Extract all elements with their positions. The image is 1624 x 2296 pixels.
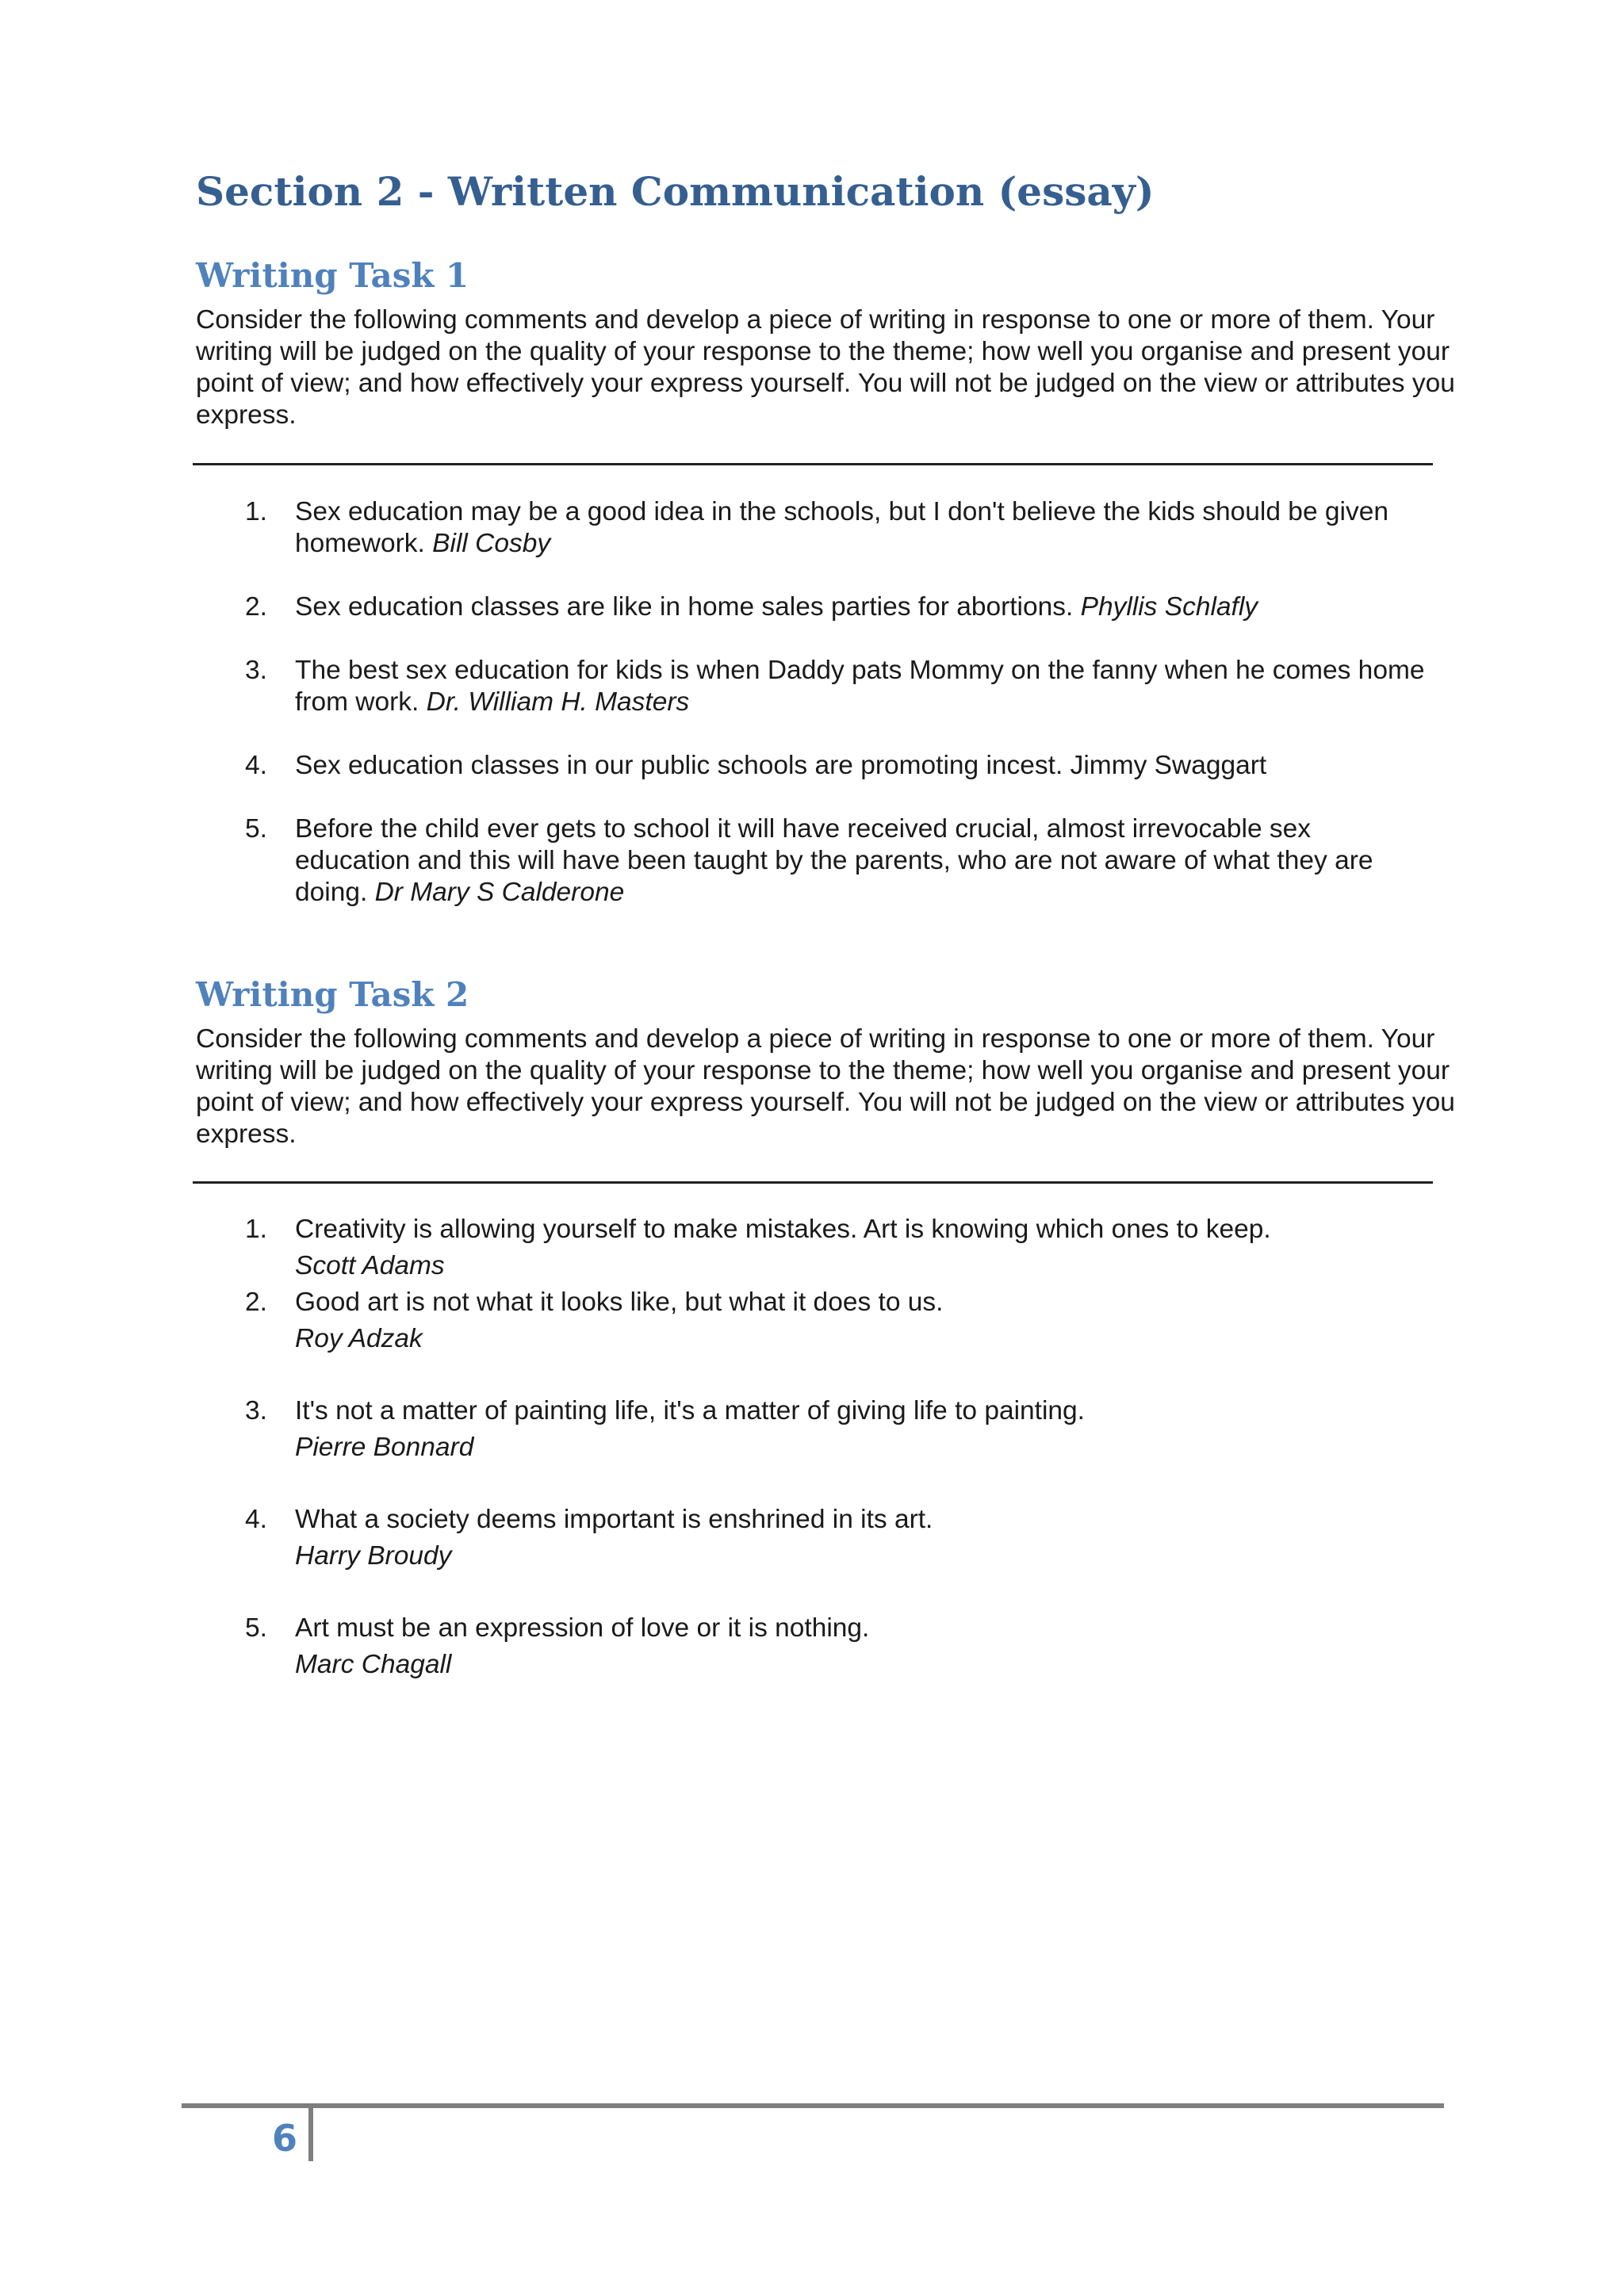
task1-title: Writing Task 1 — [196, 256, 469, 295]
quote-text: What a society deems important is enshrined in its art. — [295, 1505, 933, 1534]
task1-divider — [193, 463, 1433, 465]
list-item: 1. Sex education may be a good idea in the schools, but I don't believe the kids should be given homework. Bill Cosby — [245, 497, 1388, 558]
task1-quote-list — [196, 496, 1433, 940]
quote-author: Marc Chagall — [295, 1650, 452, 1679]
list-item: 5. Before the child ever gets to school it will have received crucial, almost irrevocable sex education and this will have been taught by the parents, who are not aware of what they are doing. Dr Mary S Calderone — [245, 814, 1373, 907]
quote-text: The best sex education for kids is when Daddy pats Mommy on the fanny when he comes home from work. — [295, 656, 1425, 717]
list-item: 4. What a society deems important is enshrined in its art. Harry Broudy — [196, 1502, 1433, 1575]
quote-text: Sex education classes are like in home sales parties for abortions. — [295, 592, 1081, 622]
list-item: 2. Sex education classes are like in home sales parties for abortions. Phyllis Schlafly — [245, 592, 1258, 622]
quote-text: Creativity is allowing yourself to make mistakes. Art is knowing which ones to keep. — [295, 1215, 1271, 1244]
quote-text: Good art is not what it looks like, but what it does to us. — [295, 1288, 944, 1317]
quote-author: Phyllis Schlafly — [1080, 592, 1258, 622]
task2-intro: Consider the following comments and develop a piece of writing in response to one or more of them. Your writing will be judged on the quality of your response to the theme; how well you organise and present your point of view; and how effectively your express yourself. You will not be judged on the view or attributes you express. — [196, 1024, 1455, 1149]
page-number: 6 — [272, 2117, 298, 2160]
list-item: 3. It's not a matter of painting life, it's a matter of giving life to painting. Pierre Bonnard — [196, 1393, 1433, 1466]
quote-text: Art must be an expression of love or it is nothing. — [295, 1613, 870, 1643]
page-number-divider — [308, 2107, 313, 2161]
quote-author: Harry Broudy — [295, 1541, 452, 1571]
footer-rule — [182, 2103, 1444, 2108]
quote-author: Pierre Bonnard — [295, 1433, 474, 1462]
list-item: 3. The best sex education for kids is when Daddy pats Mommy on the fanny when he comes home from work. Dr. William H. Masters — [245, 656, 1425, 717]
task2-divider — [193, 1181, 1433, 1184]
quote-author: Dr. William H. Masters — [426, 687, 690, 717]
quote-text: Sex education classes in our public schools are promoting incest. Jimmy Swaggart — [295, 751, 1267, 780]
quote-author: Roy Adzak — [295, 1324, 423, 1353]
quote-author: Dr Mary S Calderone — [374, 878, 625, 907]
quote-text: Before the child ever gets to school it will have received crucial, almost irrevocable sex education and this will have been taught by the parents, who are not aware of what they are doing. — [295, 814, 1373, 907]
task1-intro: Consider the following comments and develop a piece of writing in response to one or more of them. Your writing will be judged on the quality of your response to the theme; how well you organise and present your point of view; and how effectively your express yourself. You will not be judged on the view or attributes you express. — [196, 305, 1455, 430]
quote-author: Scott Adams — [295, 1251, 445, 1280]
list-item: 1. Creativity is allowing yourself to make mistakes. Art is knowing which ones to keep. Scott Adams — [196, 1211, 1433, 1284]
quote-text: It's not a matter of painting life, it's a matter of giving life to painting. — [295, 1396, 1085, 1425]
list-item: 4. Sex education classes in our public schools are promoting incest. Jimmy Swaggart — [245, 751, 1267, 780]
task2-title: Writing Task 2 — [196, 975, 469, 1014]
list-item: 2. Good art is not what it looks like, but what it does to us. Roy Adzak — [196, 1284, 1433, 1357]
section-title: Section 2 - Written Communication (essay) — [196, 168, 1155, 215]
list-item: 5. Art must be an expression of love or it is nothing. Marc Chagall — [196, 1610, 1433, 1683]
quote-author: Bill Cosby — [432, 529, 551, 558]
task2-quote-list — [196, 1211, 1433, 1683]
quote-text: Sex education may be a good idea in the schools, but I don't believe the kids should be given homework. — [295, 497, 1388, 558]
